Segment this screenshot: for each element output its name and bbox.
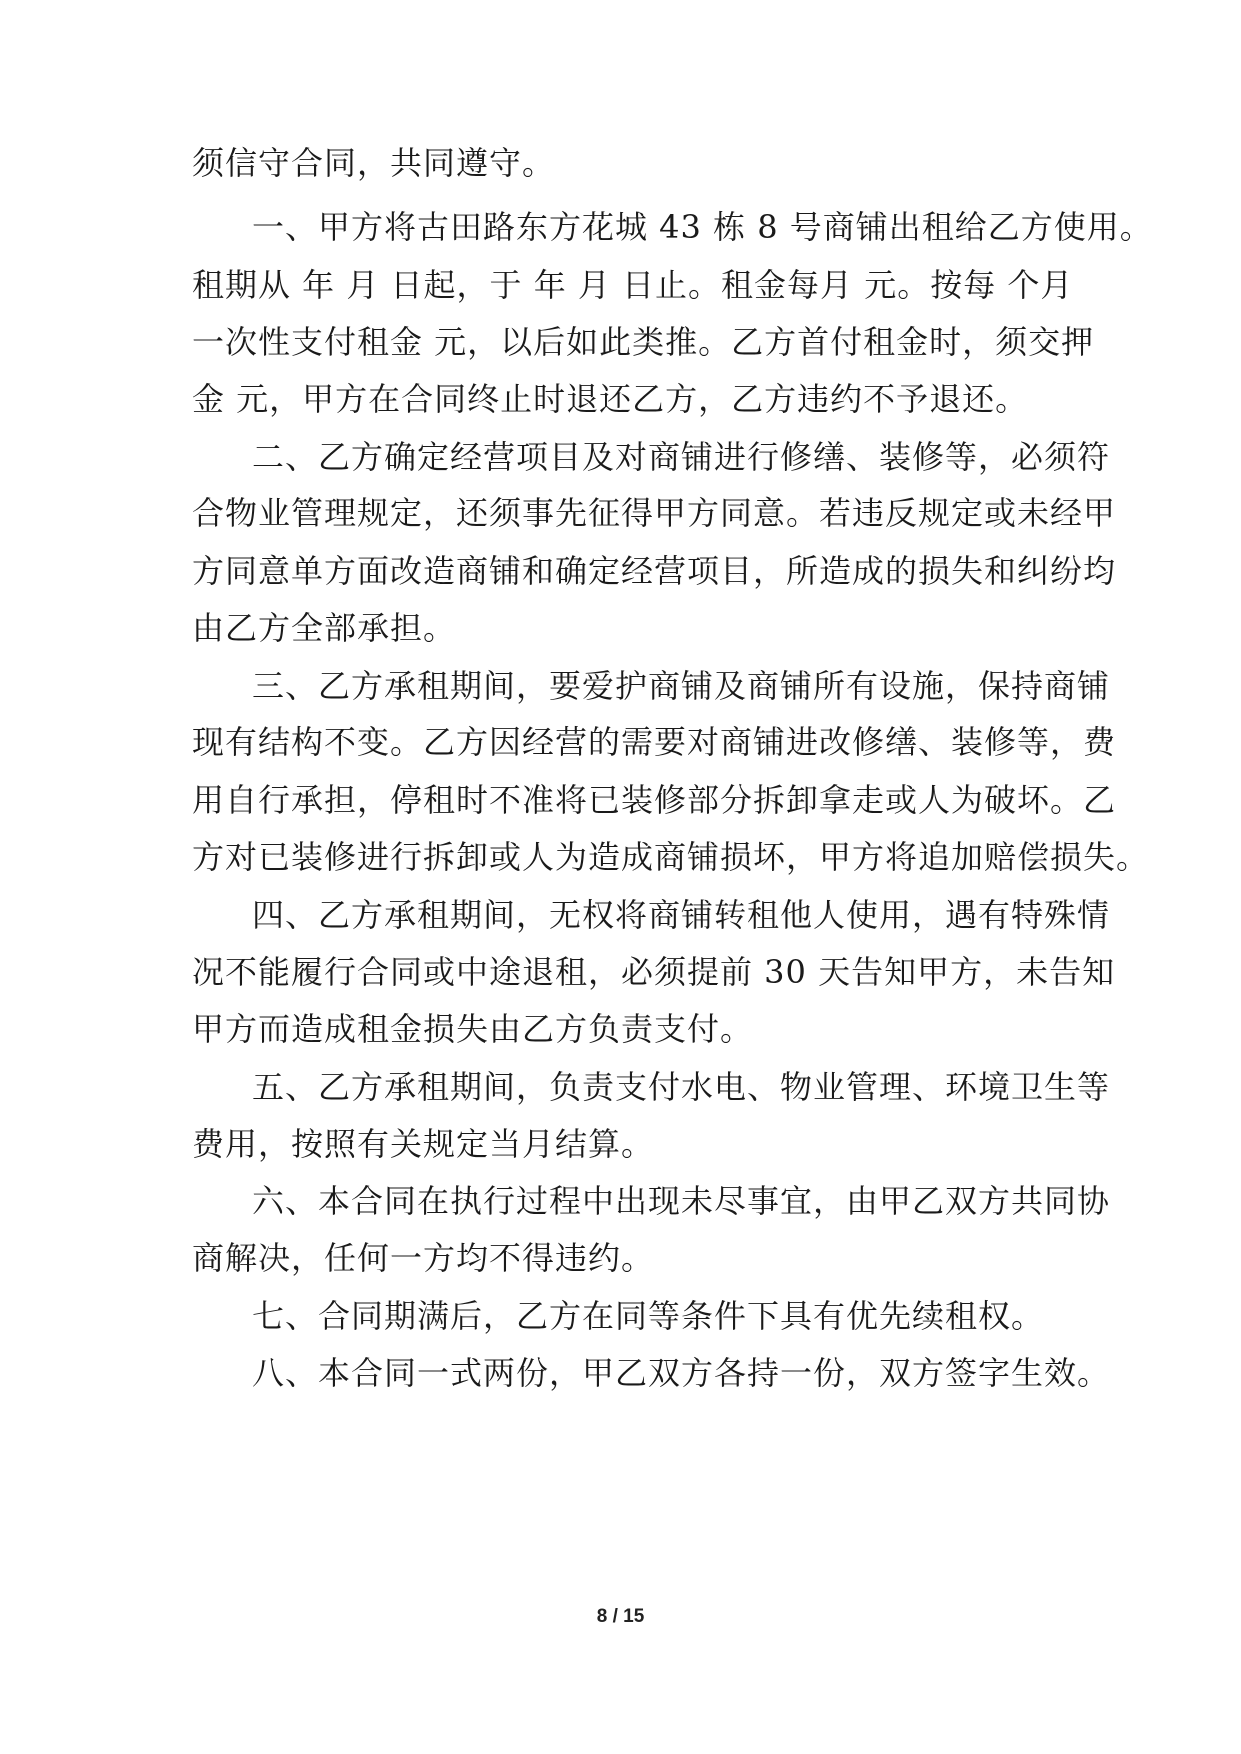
text-line: 二、乙方确定经营项目及对商铺进行修缮、装修等，必须符 (252, 438, 1111, 476)
page-number: 8 / 15 (596, 1606, 645, 1627)
text-line: 六、本合同在执行过程中出现未尽事宜，由甲乙双方共同协 (252, 1182, 1111, 1220)
text-line: 八、本合同一式两份，甲乙双方各持一份，双方签字生效。 (252, 1354, 1111, 1392)
text-line: 方对已装修进行拆卸或人为造成商铺损坏，甲方将追加赔偿损失。 (192, 838, 1150, 876)
text-line: 一次性支付租金 元，以后如此类推。乙方首付租金时，须交押 (192, 323, 1095, 361)
text-line: 租期从 年 月 日起，于 年 月 日止。租金每月 元。按每 个月 (192, 266, 1074, 304)
text-line: 况不能履行合同或中途退租，必须提前 30 天告知甲方，未告知 (192, 953, 1116, 991)
text-line: 由乙方全部承担。 (192, 609, 457, 647)
text-line: 费用，按照有关规定当月结算。 (192, 1125, 655, 1163)
text-line: 商解决，任何一方均不得违约。 (192, 1239, 655, 1277)
text-line: 三、乙方承租期间，要爱护商铺及商铺所有设施，保持商铺 (252, 667, 1111, 705)
text-line: 四、乙方承租期间，无权将商铺转租他人使用，遇有特殊情 (252, 896, 1111, 934)
text-line: 合物业管理规定，还须事先征得甲方同意。若违反规定或未经甲 (192, 494, 1117, 532)
text-line: 甲方而造成租金损失由乙方负责支付。 (192, 1010, 754, 1048)
text-line: 须信守合同，共同遵守。 (192, 144, 556, 182)
text-line: 一、甲方将古田路东方花城 43 栋 8 号商铺出租给乙方使用。 (252, 208, 1153, 246)
text-line: 现有结构不变。乙方因经营的需要对商铺进改修缮、装修等，费 (192, 723, 1117, 761)
text-line: 用自行承担，停租时不准将已装修部分拆卸拿走或人为破坏。乙 (192, 781, 1117, 819)
text-line: 七、合同期满后，乙方在同等条件下具有优先续租权。 (252, 1297, 1045, 1335)
text-line: 金 元，甲方在合同终止时退还乙方，乙方违约不予退还。 (192, 380, 1029, 418)
text-line: 方同意单方面改造商铺和确定经营项目，所造成的损失和纠纷均 (192, 552, 1117, 590)
text-line: 五、乙方承租期间，负责支付水电、物业管理、环境卫生等 (252, 1068, 1111, 1106)
